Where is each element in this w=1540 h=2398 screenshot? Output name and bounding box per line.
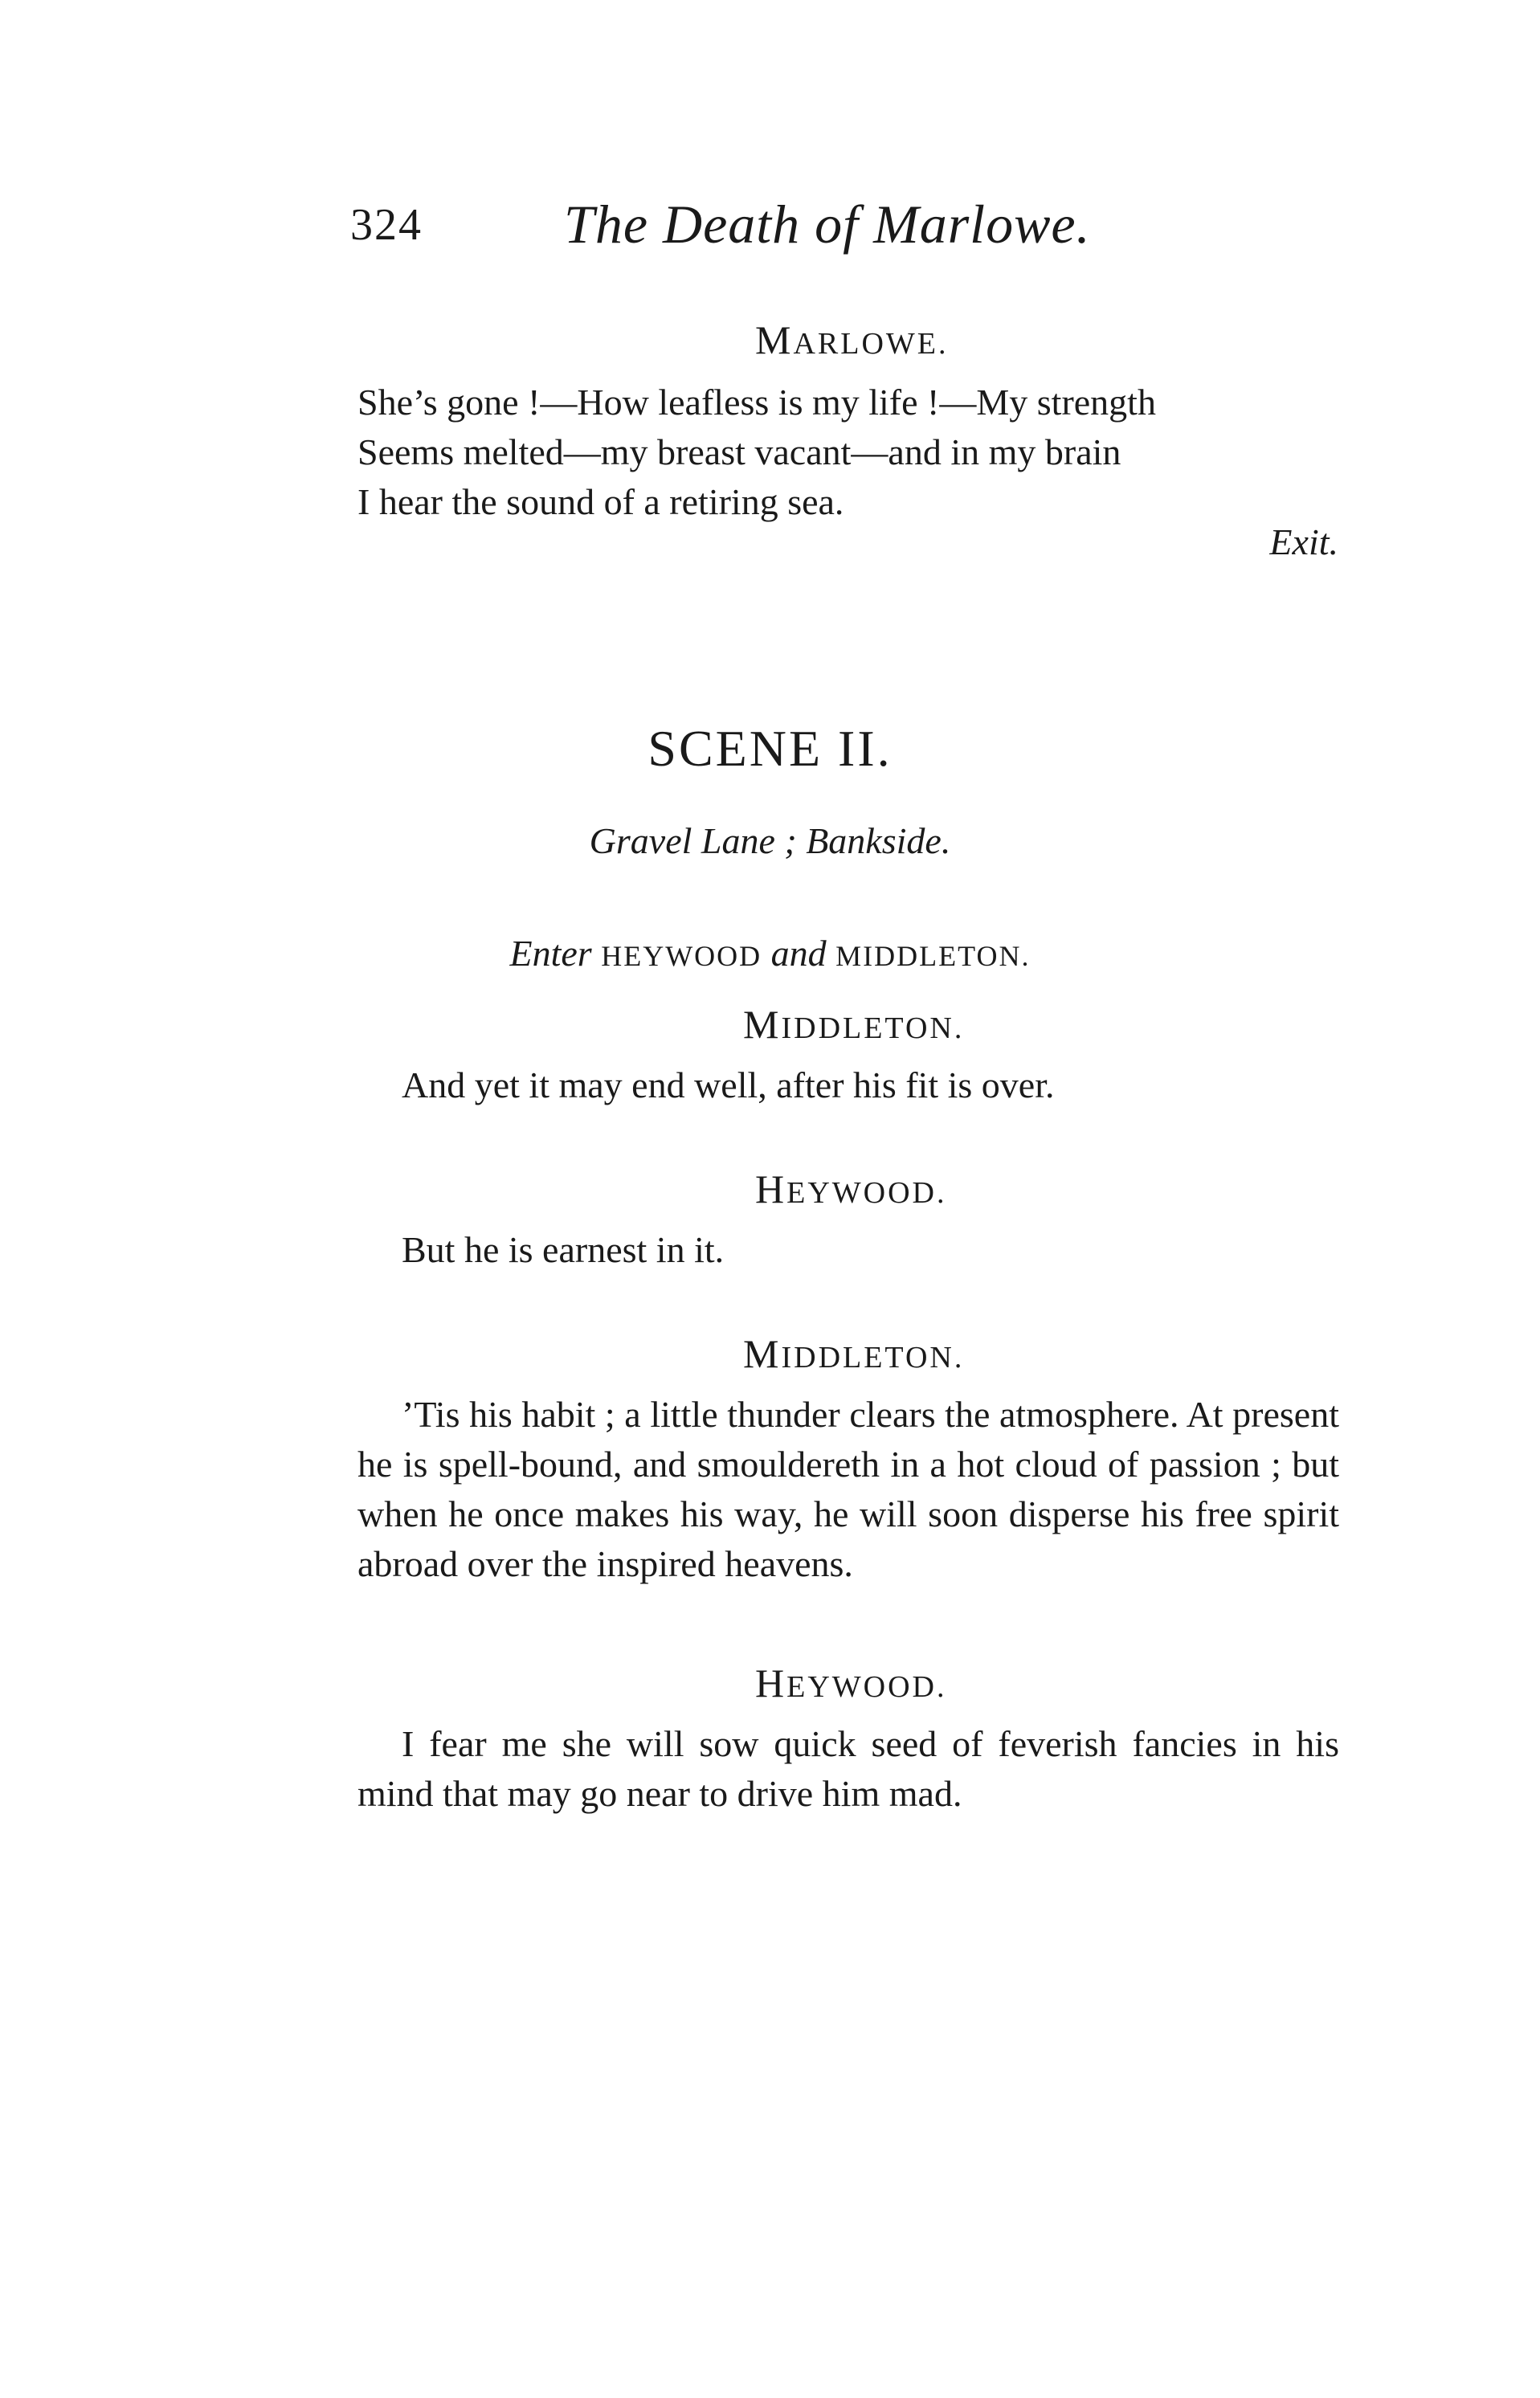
dialogue-paragraph bbox=[357, 1390, 1339, 1589]
verse-line: I hear the sound of a retiring sea. bbox=[357, 481, 844, 522]
speaker-heywood: HEYWOOD. bbox=[755, 1166, 947, 1211]
dialogue-paragraph-text: I fear me she will sow quick seed of feverish fancies in his mind that may go near to drive him mad. bbox=[357, 1723, 1339, 1814]
page-number: 324 bbox=[350, 200, 423, 250]
speaker-marlowe: MARLOWE. bbox=[755, 317, 949, 362]
running-title: The Death of Marlowe. bbox=[564, 194, 1091, 255]
exit-direction: Exit. bbox=[1269, 521, 1338, 562]
stage-direction-middleton: MIDDLETON. bbox=[835, 940, 1031, 972]
stage-direction-enter: Enter bbox=[509, 933, 592, 974]
marlowe-verse bbox=[357, 378, 1156, 527]
scene-heading: SCENE II. bbox=[647, 720, 893, 777]
dialogue-line: And yet it may end well, after his fit is over. bbox=[402, 1064, 1055, 1105]
stage-direction-and: and bbox=[770, 933, 827, 974]
dialogue-line: But he is earnest in it. bbox=[402, 1229, 725, 1270]
stage-direction bbox=[0, 935, 1540, 972]
speaker-heywood: HEYWOOD. bbox=[755, 1661, 947, 1706]
stage-direction-heywood: HEYWOOD bbox=[601, 940, 762, 972]
speaker-middleton: MIDDLETON. bbox=[743, 1002, 965, 1047]
verse-line: Seems melted—my breast vacant—and in my brain bbox=[357, 431, 1121, 472]
speaker-middleton: MIDDLETON. bbox=[743, 1331, 965, 1376]
scene-location: Gravel Lane ; Bankside. bbox=[589, 820, 951, 861]
dialogue-paragraph bbox=[357, 1719, 1339, 1819]
verse-line: She’s gone !—How leafless is my life !—My strength bbox=[357, 382, 1156, 423]
dialogue-paragraph-text: ’Tis his habit ; a little thunder clears the atmosphere. At present he is spell-bound, and smouldereth in a hot cloud of passion ; but when he once makes his way, he will soon disperse his free spirit abroad over the inspired heavens. bbox=[357, 1394, 1339, 1584]
